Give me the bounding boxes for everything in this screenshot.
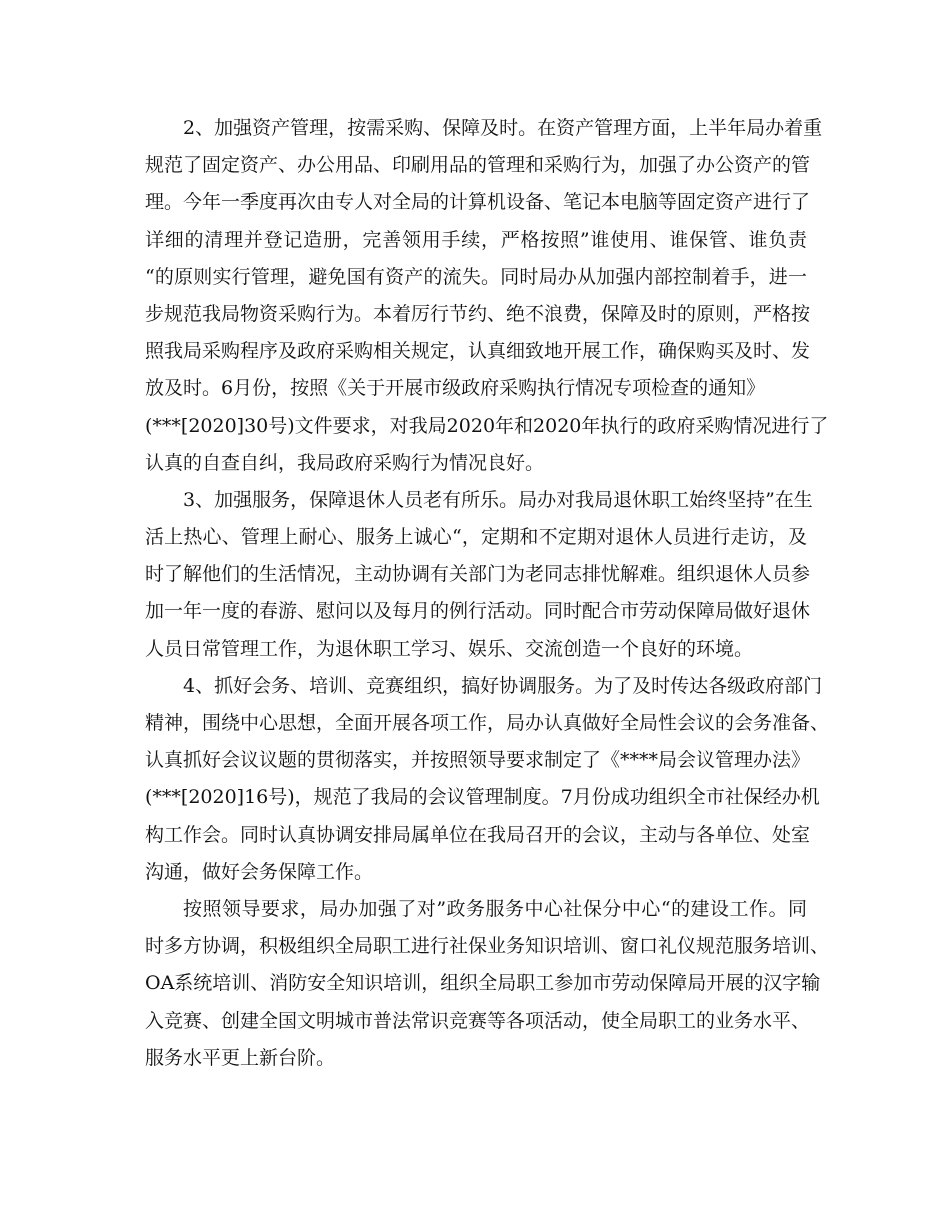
paragraph-meetings-training xyxy=(145,668,830,891)
text-line: 认真的自查自纠，我局政府采购行为情况良好。 xyxy=(145,451,545,474)
text-line: 服务水平更上新台阶。 xyxy=(145,1046,336,1069)
text-line: OA系统培训、消防安全知识培训，组织全局职工参加市劳动保障局开展的汉字输 xyxy=(145,972,821,995)
text-line: 3、加强服务，保障退休人员老有所乐。局办对我局退休职工始终坚持”在生 xyxy=(183,488,813,511)
text-line: 2、加强资产管理，按需采购、保障及时。在资产管理方面，上半年局办着重 xyxy=(183,117,823,139)
text-line: 沟通，做好会务保障工作。 xyxy=(145,860,374,883)
text-line: 精神，围绕中心思想，全面开展各项工作，局办认真做好全局性会议的会务准备、 xyxy=(145,712,830,734)
text-line: 照我局采购程序及政府采购相关规定，认真细致地开展工作，确保购买及时、发 xyxy=(145,340,811,363)
text-line: 活上热心、管理上耐心、服务上诚心“，定期和不定期对退休人员进行走访，及 xyxy=(145,526,807,549)
document-body xyxy=(145,110,830,1077)
text-line: 规范了固定资产、办公用品、印刷用品的管理和采购行为，加强了办公资产的管 xyxy=(145,154,811,177)
text-line: 理。今年一季度再次由专人对全局的计算机设备、笔记本电脑等固定资产进行了 xyxy=(145,191,811,214)
text-line: 4、抓好会务、培训、竞赛组织，搞好协调服务。为了及时传达各级政府部门 xyxy=(183,674,823,697)
text-line: 放及时。6月份，按照《关于开展市级政府采购执行情况专项检查的通知》 xyxy=(145,377,766,400)
paragraph-service-center xyxy=(145,891,830,1077)
text-line: 认真抓好会议议题的贯彻落实，并按照领导要求制定了《****局会议管理办法》 xyxy=(145,749,811,772)
text-line: 入竞赛、创建全国文明城市普法常识竞赛等各项活动，使全局职工的业务水平、 xyxy=(145,1009,811,1032)
text-line: 人员日常管理工作，为退休职工学习、娱乐、交流创造一个良好的环境。 xyxy=(145,637,754,660)
text-line: 加一年一度的春游、慰问以及每月的例行活动。同时配合市劳动保障局做好退休 xyxy=(145,600,811,623)
paragraph-retiree-service xyxy=(145,482,813,668)
text-line: 详细的清理并登记造册，完善领用手续，严格按照”谁使用、谁保管、谁负责 xyxy=(145,228,807,251)
text-line: 时了解他们的生活情况，主动协调有关部门为老同志排忧解难。组织退休人员参 xyxy=(145,563,811,586)
text-line: 步规范我局物资采购行为。本着厉行节约、绝不浪费，保障及时的原则，严格按 xyxy=(145,302,811,325)
text-line: (***[2020]30号)文件要求，对我局2020年和2020年执行的政府采购情况进行了 xyxy=(145,414,829,437)
text-line: 按照领导要求，局办加强了对”政务服务中心社保分中心“的建设工作。同 xyxy=(183,897,807,920)
text-line: 时多方协调，积极组织全局职工进行社保业务知识培训、窗口礼仪规范服务培训、 xyxy=(145,935,830,958)
paragraph-asset-management xyxy=(145,110,829,482)
text-line: (***[2020]16号)，规范了我局的会议管理制度。7月份成功组织全市社保经办机 xyxy=(145,786,820,809)
text-line: 构工作会。同时认真协调安排局属单位在我局召开的会议，主动与各单位、处室 xyxy=(145,823,811,846)
text-line: “的原则实行管理，避免国有资产的流失。同时局办从加强内部控制着手，进一 xyxy=(145,265,807,288)
